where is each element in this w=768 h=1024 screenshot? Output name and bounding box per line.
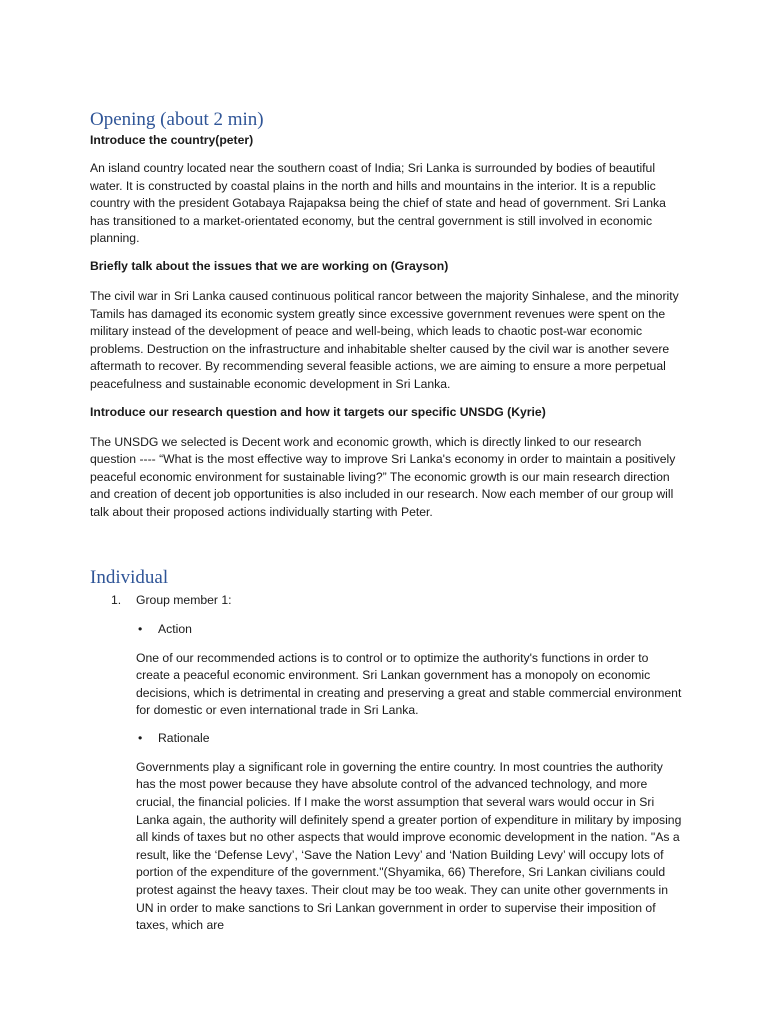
rationale-paragraph: Governments play a significant role in governing the entire country. In most countries the authority has the most power because they have absolute control of the advanced technology, and more crucial, the financial policies. If I make the worst assumption that several wars would occur in Sri Lanka again, the authority will definitely spend a greater portion of expenditure in military by imposing all kinds of taxes but no other aspects that would improve economic development in the nation. "As a result, like the ‘Defense Levy’, ‘Save the Nation Levy’ and ‘Nation Building Levy’ will occupy lots of portion of the expenditure of the government."(Shyamika, 66) Therefore, Sri Lankan civilians could protest against the heavy taxes. Their clout may be too weak. They can unite other governments in UN in order to make sanctions to Sri Lankan government in order to supervise their imposition of taxes, which are (136, 759, 682, 933)
group-member-content (136, 621, 682, 935)
research-paragraph: The UNSDG we selected is Decent work and economic growth, which is directly linked to our research question ---- “What is the most effective way to improve Sri Lanka's economy in order to maintain a positively peaceful economic environment for sustainable living?” The economic growth is our main research direction and creation of decent job opportunities is also included in our research. Now each member of our group will talk about their proposed actions individually starting with Peter. (90, 434, 676, 519)
action-paragraph: One of our recommended actions is to control or to optimize the authority's functions in order to create a peaceful economic environment. Sri Lankan government has a monopoly on economic decisions, which is detrimental in creating and preserving a great and stable commercial environment for domestic or even international trade in Sri Lanka. (136, 650, 682, 718)
group-member-item (90, 592, 682, 609)
issues-paragraph: The civil war in Sri Lanka caused continuous political rancor between the majority Sinhalese, and the minority Tamils has damaged its economic system greatly since excessive government revenues were spent on the military instead of the development of peace and well-being, which leads to chaotic post-war economic problems. Destruction on the infrastructure and inhabitable shelter caused by the civil war is another severe aftermath to recover. By recommending several feasible actions, we are aiming to ensure a more perpetual peacefulness and sustainable economic development in Sri Lanka. (90, 288, 679, 391)
intro-country-heading: Introduce the country(peter) (90, 133, 254, 147)
opening-heading: Opening (about 2 min) (90, 109, 264, 130)
intro-country-paragraph: An island country located near the southern coast of India; Sri Lanka is surrounded by bodies of beautiful water. It is constructed by coastal plains in the north and hills and mountains in the interior. It is a republic country with the president Gotabaya Rajapaksa being the chief of state and head of government. Sri Lanka has transitioned to a market-orientated economy, but the central government is still involved in economic planning. (90, 161, 666, 246)
action-label: Action (158, 621, 192, 636)
action-bullet (136, 621, 682, 638)
rationale-bullet (136, 730, 682, 747)
bullet-icon: • (138, 621, 143, 636)
document-body (90, 108, 682, 945)
bullet-icon: • (138, 730, 143, 745)
rationale-label: Rationale (158, 730, 210, 745)
issues-heading: Briefly talk about the issues that we are working on (Grayson) (90, 258, 449, 273)
individual-heading: Individual (90, 566, 169, 588)
list-number: 1. (111, 592, 122, 607)
research-heading: Introduce our research question and how it targets our specific UNSDG (Kyrie) (90, 404, 546, 419)
group-member-label: Group member 1: (136, 592, 232, 607)
